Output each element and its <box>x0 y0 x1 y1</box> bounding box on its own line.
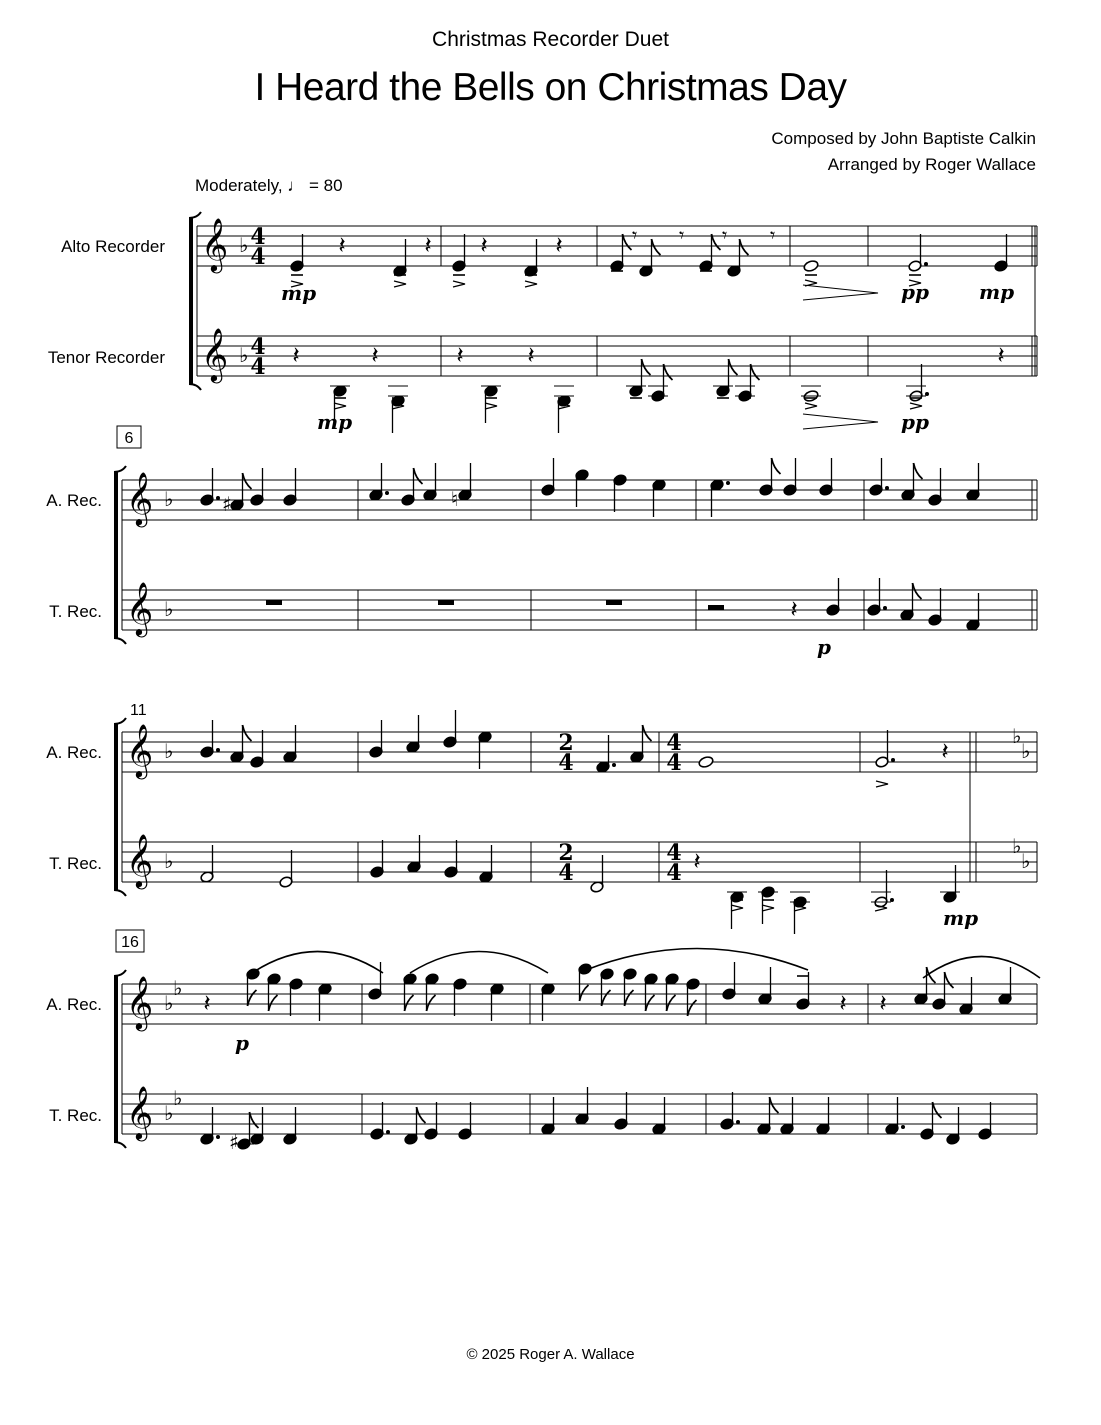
score-subtitle: Christmas Recorder Duet <box>432 28 669 51</box>
time-signature: 4 <box>250 244 266 270</box>
flat-icon: ♭ <box>1012 724 1022 748</box>
flat-icon: ♭ <box>164 849 174 873</box>
system-bracket <box>189 384 201 390</box>
quarter-rest-icon: 𝄽 <box>839 989 847 1017</box>
quarter-rest-icon: 𝄽 <box>555 231 563 259</box>
note-flag <box>652 239 661 255</box>
alto-instrument-label: A. Rec. <box>46 743 102 762</box>
quarter-rest-icon: 𝄽 <box>338 231 346 259</box>
accent-mark <box>453 281 465 287</box>
time-signature: 4 <box>666 860 682 886</box>
dynamic-mp: mp <box>979 280 1015 304</box>
note-dot <box>924 262 928 266</box>
note-flag <box>643 725 652 741</box>
note-dot <box>901 1125 905 1129</box>
note-flag <box>913 583 922 599</box>
flat-icon: ♭ <box>239 233 249 257</box>
note-dot <box>216 748 220 752</box>
tenor-instrument-label: T. Rec. <box>49 602 102 621</box>
note-dot <box>925 392 929 396</box>
tempo-marking: Moderately, ♩ = 80 <box>195 176 343 195</box>
measure-number: 11 <box>130 702 147 719</box>
accent-mark <box>805 403 817 409</box>
slur <box>252 952 383 974</box>
dynamic-mp: mp <box>943 906 979 930</box>
eighth-rest-icon: 𝄾 <box>632 223 638 247</box>
accent-mark <box>525 281 537 287</box>
dynamic-p: p <box>817 635 831 659</box>
treble-clef-icon: 𝄞 <box>201 327 229 381</box>
note-flag <box>729 359 738 375</box>
treble-clef-icon: 𝄞 <box>126 581 154 635</box>
flat-icon: ♭ <box>164 991 174 1015</box>
flat-icon: ♭ <box>164 1101 174 1125</box>
system-bracket <box>189 212 201 218</box>
note-flag <box>914 463 923 479</box>
treble-clef-icon: 𝄞 <box>126 833 154 887</box>
decrescendo-hairpin <box>803 285 878 300</box>
treble-clef-icon: 𝄞 <box>126 723 154 777</box>
accent-mark <box>805 280 817 286</box>
treble-clef-icon: 𝄞 <box>126 471 154 525</box>
accent-mark <box>394 281 406 287</box>
note-flag <box>269 995 278 1011</box>
sharp-icon: ♯ <box>229 1130 239 1154</box>
whole-rest-icon <box>266 600 282 605</box>
system-bracket <box>114 890 126 896</box>
note-dot <box>386 1130 390 1134</box>
note-dot <box>736 1120 740 1124</box>
natural-icon: ♮ <box>451 487 459 511</box>
alto-instrument-label: Alto Recorder <box>61 237 165 256</box>
tenor-instrument-label: T. Rec. <box>49 854 102 873</box>
whole-rest-icon <box>438 600 454 605</box>
note-flag <box>770 1097 779 1113</box>
time-signature: 2 <box>558 840 574 866</box>
flat-icon: ♭ <box>1012 834 1022 858</box>
dynamic-mp: mp <box>281 281 317 305</box>
staff-lines <box>114 212 1037 1148</box>
accent-mark <box>731 905 743 911</box>
note-flag <box>945 972 954 988</box>
note-dot <box>216 1135 220 1139</box>
system-bracket <box>114 718 126 724</box>
note-dot <box>885 486 889 490</box>
note-dot <box>891 758 895 762</box>
note-flag <box>405 995 414 1011</box>
system-bracket <box>114 466 126 472</box>
time-signature: 4 <box>666 750 682 776</box>
eighth-rest-icon: 𝄾 <box>679 223 685 247</box>
quarter-rest-icon: 𝄽 <box>790 595 798 623</box>
slur <box>586 949 808 971</box>
note-dot <box>883 606 887 610</box>
quarter-rest-icon: 𝄽 <box>292 341 300 369</box>
time-signature: 4 <box>666 730 682 756</box>
time-signature: 4 <box>250 224 266 250</box>
note-flag <box>243 473 252 489</box>
quarter-rest-icon: 𝄽 <box>203 989 211 1017</box>
accent-mark <box>794 905 806 911</box>
time-signature: 4 <box>250 354 266 380</box>
accent-mark <box>334 403 346 409</box>
quarter-rest-icon: 𝄽 <box>424 231 432 259</box>
note-flag <box>417 1107 426 1123</box>
system-bracket <box>114 638 126 644</box>
accent-mark <box>762 905 774 911</box>
decrescendo-hairpin <box>803 414 878 429</box>
time-signature: 4 <box>558 750 574 776</box>
note-flag <box>646 995 655 1011</box>
flat-icon: ♭ <box>173 976 183 1000</box>
note-flag <box>667 995 676 1011</box>
slur <box>410 952 548 974</box>
accent-mark <box>485 403 497 409</box>
notehead <box>803 259 819 272</box>
note-flag <box>427 995 436 1011</box>
score-title: I Heard the Bells on Christmas Day <box>254 66 847 109</box>
accent-mark <box>876 781 888 787</box>
dynamic-mp: mp <box>317 410 353 434</box>
note-dot <box>612 763 616 767</box>
treble-clef-icon: 𝄞 <box>201 217 229 271</box>
copyright-notice: © 2025 Roger A. Wallace <box>466 1346 635 1363</box>
note-flag <box>772 458 781 474</box>
tenor-instrument-label: T. Rec. <box>49 1106 102 1125</box>
alto-instrument-label: A. Rec. <box>46 995 102 1014</box>
half-rest-icon <box>708 605 724 610</box>
treble-clef-icon: 𝄞 <box>126 1085 154 1139</box>
note-flag <box>740 239 749 255</box>
note-flag <box>580 985 589 1001</box>
flat-icon: ♭ <box>1021 849 1031 873</box>
quarter-rest-icon: 𝄽 <box>879 989 887 1017</box>
sharp-icon: ♯ <box>222 492 232 516</box>
alto-instrument-label: A. Rec. <box>46 491 102 510</box>
dynamic-pp: pp <box>901 410 929 434</box>
notehead <box>698 755 714 768</box>
quarter-rest-icon: 𝄽 <box>693 847 701 875</box>
accent-mark <box>875 905 887 911</box>
quarter-rest-icon: 𝄽 <box>480 231 488 259</box>
note-flag <box>243 725 252 741</box>
time-signature: 4 <box>558 860 574 886</box>
quarter-rest-icon: 𝄽 <box>527 341 535 369</box>
quarter-rest-icon: 𝄽 <box>997 341 1005 369</box>
slur <box>923 957 1040 979</box>
quarter-rest-icon: 𝄽 <box>941 737 949 765</box>
arranger-credit: Arranged by Roger Wallace <box>827 155 1036 174</box>
flat-icon: ♭ <box>173 1086 183 1110</box>
flat-icon: ♭ <box>164 487 174 511</box>
eighth-rest-icon: 𝄾 <box>722 223 728 247</box>
flat-icon: ♭ <box>164 597 174 621</box>
note-flag <box>414 468 423 484</box>
measure-number: 6 <box>124 430 134 447</box>
quarter-rest-icon: 𝄽 <box>371 341 379 369</box>
time-signature: 2 <box>558 730 574 756</box>
system-bracket <box>114 970 126 976</box>
dynamic-pp: pp <box>901 280 929 304</box>
time-signature: 4 <box>250 334 266 360</box>
note-dot <box>890 898 894 902</box>
flat-icon: ♭ <box>239 343 249 367</box>
tenor-instrument-label: Tenor Recorder <box>47 348 165 367</box>
note-dot <box>216 496 220 500</box>
flat-icon: ♭ <box>1021 739 1031 763</box>
dynamic-p: p <box>235 1031 249 1055</box>
note-dot <box>385 491 389 495</box>
note-dot <box>726 481 730 485</box>
composer-credit: Composed by John Baptiste Calkin <box>771 129 1036 148</box>
system-bracket <box>114 1142 126 1148</box>
time-signature: 4 <box>666 840 682 866</box>
eighth-rest-icon: 𝄾 <box>770 223 776 247</box>
quarter-rest-icon: 𝄽 <box>456 341 464 369</box>
measure-number: 16 <box>121 934 139 951</box>
note-flag <box>642 359 651 375</box>
treble-clef-icon: 𝄞 <box>126 975 154 1029</box>
whole-rest-icon <box>606 600 622 605</box>
flat-icon: ♭ <box>164 739 174 763</box>
accent-mark <box>910 403 922 409</box>
